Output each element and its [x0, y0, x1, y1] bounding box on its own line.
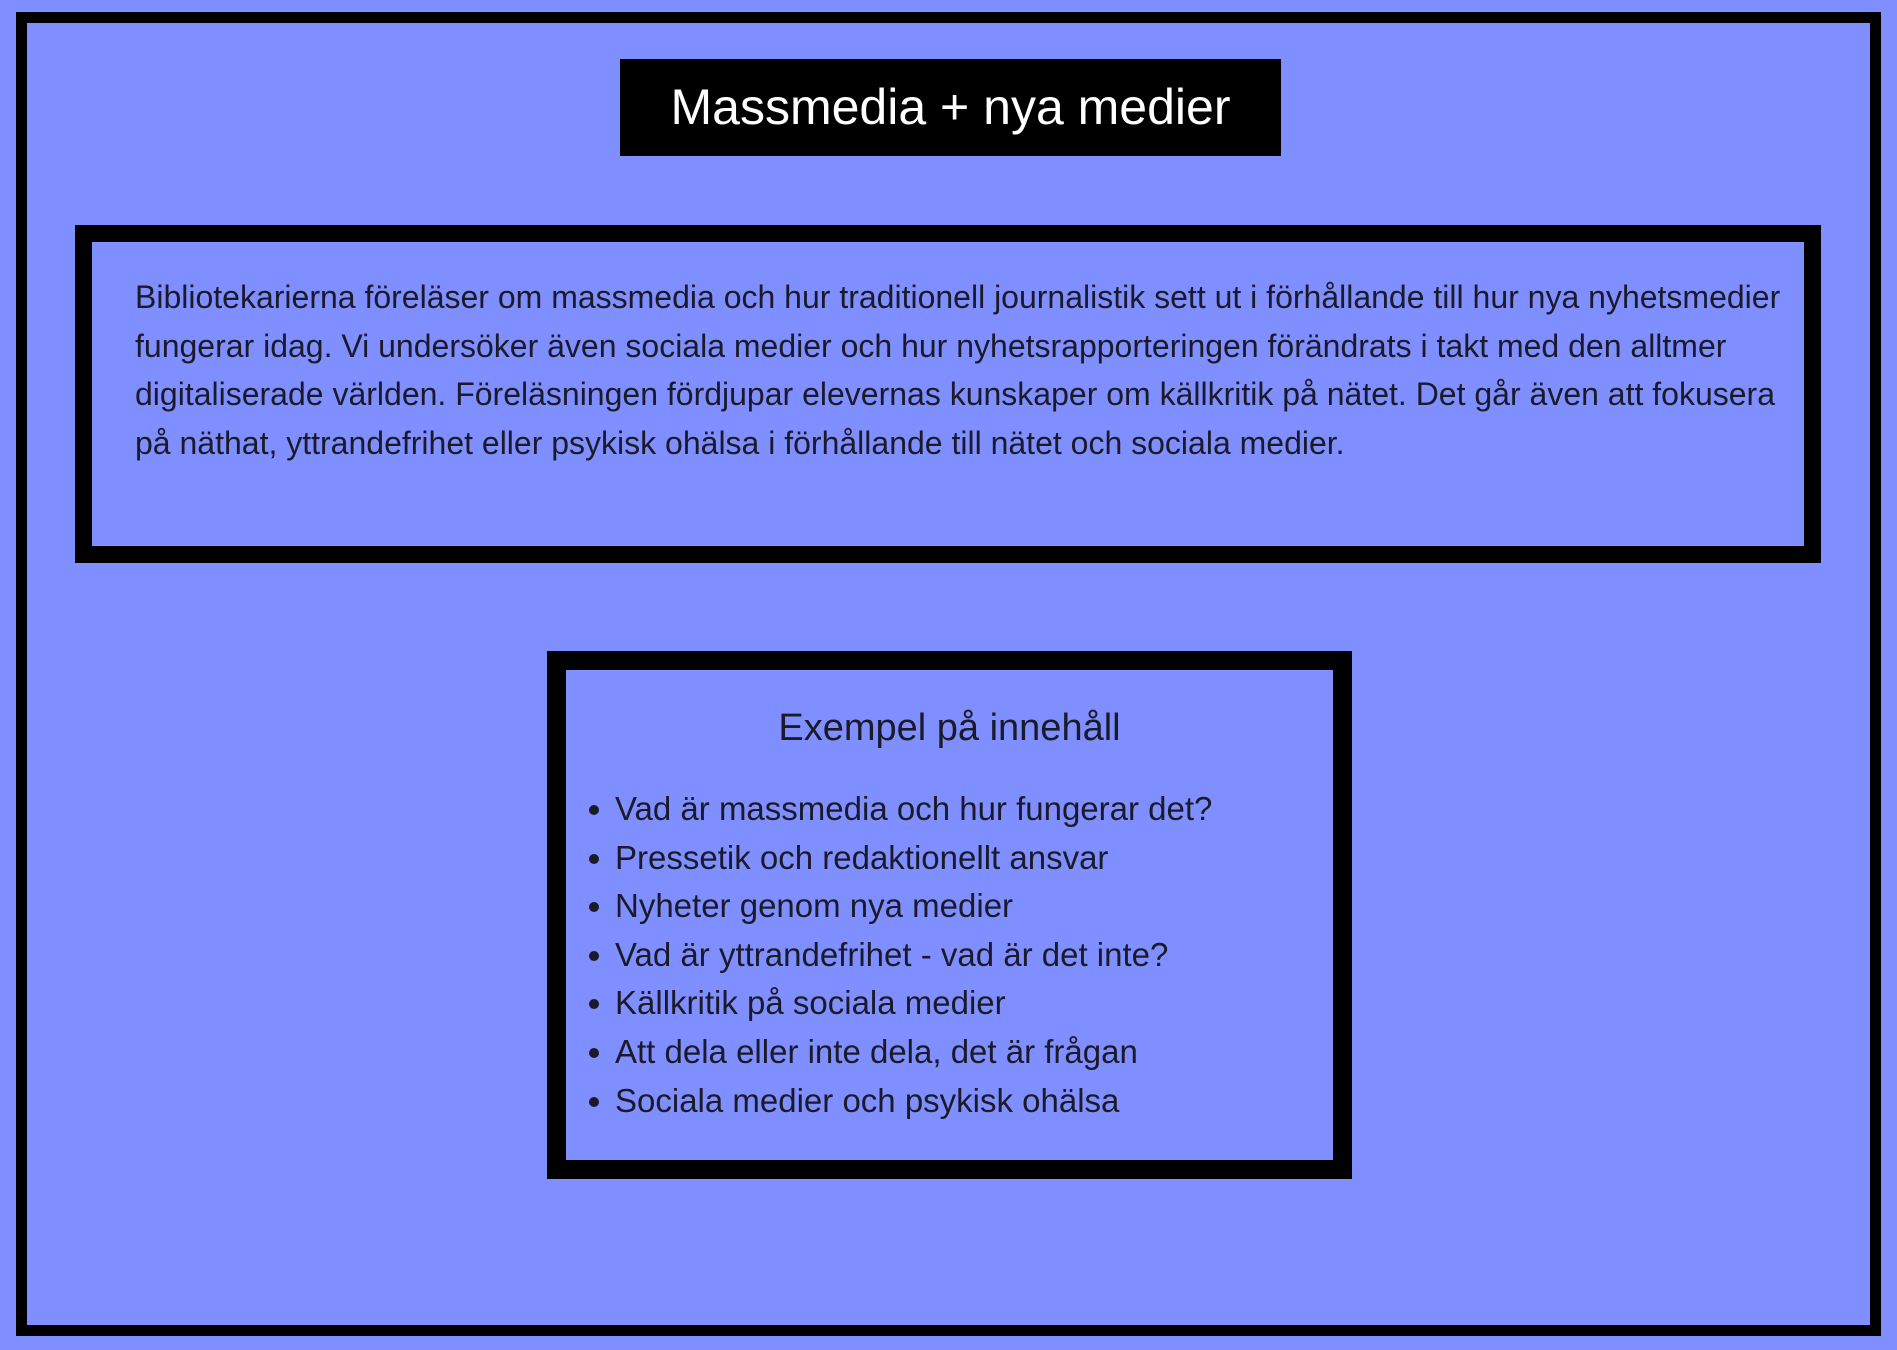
list-item: Vad är yttrandefrihet - vad är det inte? [585, 931, 1325, 980]
examples-list [585, 785, 1325, 1125]
list-item: Vad är massmedia och hur fungerar det? [585, 785, 1325, 834]
list-item: Källkritik på sociala medier [585, 979, 1325, 1028]
list-item: Pressetik och redaktionellt ansvar [585, 834, 1325, 883]
list-item: Sociala medier och psykisk ohälsa [585, 1077, 1325, 1126]
list-item: Att dela eller inte dela, det är frågan [585, 1028, 1325, 1077]
examples-heading: Exempel på innehåll [778, 707, 1121, 749]
description-text: Bibliotekarierna föreläser om massmedia och hur traditionell journalistik sett ut i förhållande till hur nya nyhetsmedier fungerar idag. Vi undersöker även sociala medier och hur nyhetsrapporteringen förändrats i takt med den alltmer digitaliserade världen. Föreläsningen fördjupar elevernas kunskaper om källkritik på nätet. Det går även att fokusera på näthat, yttrandefrihet eller psykisk ohälsa i förhållande till nätet och sociala medier. [135, 279, 1781, 462]
page-title: Massmedia + nya medier [620, 59, 1281, 156]
list-item: Nyheter genom nya medier [585, 882, 1325, 931]
